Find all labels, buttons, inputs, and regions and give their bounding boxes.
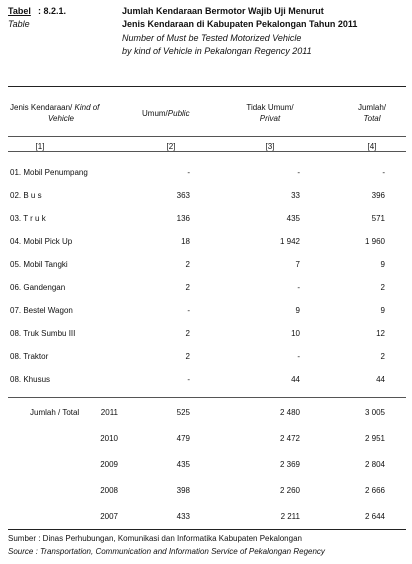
row-total-value: 2: [380, 352, 385, 361]
totals-public-value: 435: [176, 460, 190, 469]
column-header-kind-id: Jenis Kendaraan/: [10, 103, 73, 112]
totals-private-value: 2 260: [279, 486, 300, 495]
column-number-2: [2]: [166, 142, 176, 151]
totals-top-rule: [8, 397, 406, 398]
totals-public-value: 479: [176, 434, 190, 443]
row-public-value: 18: [181, 237, 190, 246]
row-total-value: 9: [380, 260, 385, 269]
row-private-value: -: [297, 168, 300, 177]
row-vehicle-kind: 02. B u s: [10, 191, 42, 200]
row-total-value: 396: [371, 191, 385, 200]
totals-year: 2008: [100, 486, 118, 495]
row-vehicle-kind: 08. Truk Sumbu III: [10, 329, 76, 338]
row-public-value: -: [187, 306, 190, 315]
row-private-value: 9: [295, 306, 300, 315]
totals-total-value: 2 951: [364, 434, 385, 443]
source-en: Source : Transportation, Communication and Information Service of Pekalongan Regency: [8, 547, 325, 556]
source-id: Sumber : Dinas Perhubungan, Komunikasi dan Informatika Kabupaten Pekalongan: [8, 534, 302, 543]
column-header-kind-en: Kind of: [74, 103, 100, 112]
totals-public-value: 433: [176, 512, 190, 521]
row-vehicle-kind: 06. Gandengan: [10, 283, 66, 292]
row-private-value: -: [297, 283, 300, 292]
row-public-value: 363: [176, 191, 190, 200]
row-vehicle-kind: 05. Mobil Tangki: [10, 260, 68, 269]
totals-total-value: 2 666: [364, 486, 385, 495]
row-vehicle-kind: 01. Mobil Penumpang: [10, 168, 88, 177]
totals-private-value: 2 369: [279, 460, 300, 469]
row-total-value: 12: [376, 329, 385, 338]
row-public-value: 2: [185, 352, 190, 361]
row-total-value: -: [382, 168, 385, 177]
totals-public-value: 398: [176, 486, 190, 495]
row-total-value: 571: [371, 214, 385, 223]
row-private-value: 33: [291, 191, 300, 200]
row-total-value: 1 960: [364, 237, 385, 246]
column-header-kind-en-2: Vehicle: [48, 114, 74, 123]
totals-label: Jumlah / Total: [30, 408, 80, 417]
totals-private-value: 2 480: [279, 408, 300, 417]
column-header-public-en: Public: [167, 109, 190, 118]
totals-total-value: 2 804: [364, 460, 385, 469]
title-line-1: Jumlah Kendaraan Bermotor Wajib Uji Menurut: [122, 6, 324, 16]
row-vehicle-kind: 03. T r u k: [10, 214, 46, 223]
column-header-total-en: Total: [363, 114, 381, 123]
row-total-value: 2: [380, 283, 385, 292]
row-total-value: 9: [380, 306, 385, 315]
table-label-en: Table: [8, 19, 30, 29]
column-header-private-en: Privat: [259, 114, 281, 123]
row-private-value: 10: [291, 329, 300, 338]
row-vehicle-kind: 08. Traktor: [10, 352, 49, 361]
totals-public-value: 525: [176, 408, 190, 417]
column-header-private-id: Tidak Umum/: [246, 103, 294, 112]
totals-private-value: 2 211: [280, 512, 300, 521]
totals-total-value: 3 005: [364, 408, 385, 417]
column-header-public: [142, 109, 190, 118]
totals-total-value: 2 644: [364, 512, 385, 521]
row-vehicle-kind: 08. Khusus: [10, 375, 51, 384]
totals-year: 2007: [100, 512, 118, 521]
row-private-value: 1 942: [279, 237, 300, 246]
header-bottom-rule: [8, 136, 406, 137]
row-vehicle-kind: 07. Bestel Wagon: [10, 306, 73, 315]
numbering-bottom-rule: [8, 151, 406, 152]
table-number: : 8.2.1.: [38, 6, 67, 16]
header-top-rule: [8, 86, 406, 87]
row-public-value: -: [187, 168, 190, 177]
column-header-total-id: Jumlah/: [357, 103, 386, 112]
row-private-value: 44: [291, 375, 300, 384]
row-public-value: -: [187, 375, 190, 384]
row-public-value: 2: [185, 260, 190, 269]
row-public-value: 2: [185, 329, 190, 338]
totals-year: 2011: [100, 408, 118, 417]
row-total-value: 44: [376, 375, 385, 384]
totals-year: 2010: [100, 434, 118, 443]
row-private-value: 7: [295, 260, 300, 269]
table-bottom-rule: [8, 529, 406, 530]
row-private-value: -: [297, 352, 300, 361]
column-number-4: [4]: [367, 142, 377, 151]
column-number-3: [3]: [265, 142, 275, 151]
title-line-2: Jenis Kendaraan di Kabupaten Pekalongan Tahun 2011: [122, 19, 358, 29]
row-public-value: 136: [176, 214, 190, 223]
title-line-3: Number of Must be Tested Motorized Vehicle: [122, 33, 302, 43]
totals-year: 2009: [100, 460, 118, 469]
table-label: Tabel: [8, 6, 31, 16]
totals-private-value: 2 472: [279, 434, 300, 443]
column-header-public-id: Umum/: [142, 109, 168, 118]
row-vehicle-kind: 04. Mobil Pick Up: [10, 237, 73, 246]
column-number-1: [1]: [35, 142, 45, 151]
row-private-value: 435: [286, 214, 300, 223]
row-public-value: 2: [185, 283, 190, 292]
title-line-4: by kind of Vehicle in Pekalongan Regency 2011: [122, 46, 312, 56]
